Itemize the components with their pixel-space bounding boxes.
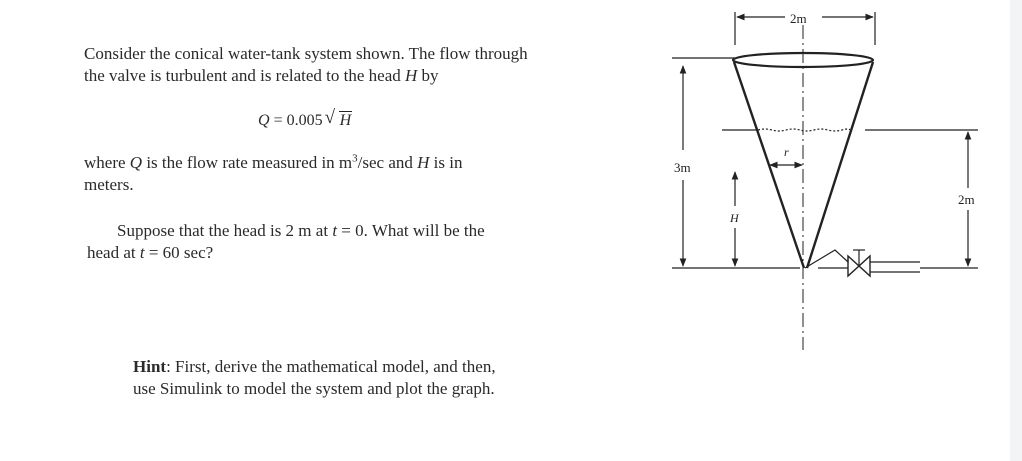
where-line-2: meters.	[84, 175, 134, 194]
water-surface	[758, 129, 850, 131]
suppose-text-d: = 60 sec?	[144, 243, 214, 262]
suppose-t1-variable: t	[332, 221, 338, 240]
hint-line-2: use Simulink to model the system and plot the graph.	[133, 379, 495, 398]
intro-line-2a: the valve is turbulent and is related to the head	[84, 66, 406, 85]
where-superscript: 3	[352, 152, 358, 165]
intro-line-1: Consider the conical water-tank system shown. The flow through	[84, 44, 528, 63]
intro-line-2b: by	[417, 66, 439, 85]
formula-radicand: H	[339, 112, 352, 129]
where-q-variable: Q	[129, 153, 143, 172]
head-label: H	[730, 211, 739, 225]
where-text-c: /sec and	[357, 153, 418, 172]
outlet-height-label: 2m	[958, 192, 975, 207]
hint-label: Hint	[133, 357, 167, 376]
where-text-a: where	[84, 153, 130, 172]
cone-right-wall	[807, 62, 873, 268]
suppose-text-b: = 0. What will be the	[337, 221, 485, 240]
suppose-text-a: Suppose that the head is 2 m at	[117, 221, 333, 240]
hint-line-1: : First, derive the mathematical model, and then,	[166, 357, 496, 376]
sqrt-sign-icon: √	[324, 107, 336, 128]
suppose-text-c: head at	[87, 243, 140, 262]
height-label: 3m	[674, 160, 691, 175]
top-width-label: 2m	[790, 11, 807, 26]
intro-head-variable: H	[405, 66, 418, 85]
radius-label: r	[784, 145, 789, 159]
suppose-t2-variable: t	[139, 243, 145, 262]
formula-lhs: Q	[258, 112, 270, 129]
where-h-variable: H	[417, 153, 430, 172]
formula-coefficient: = 0.005	[269, 112, 323, 129]
where-text-b: is the flow rate measured in m	[142, 153, 353, 172]
where-text-d: is in	[429, 153, 463, 172]
